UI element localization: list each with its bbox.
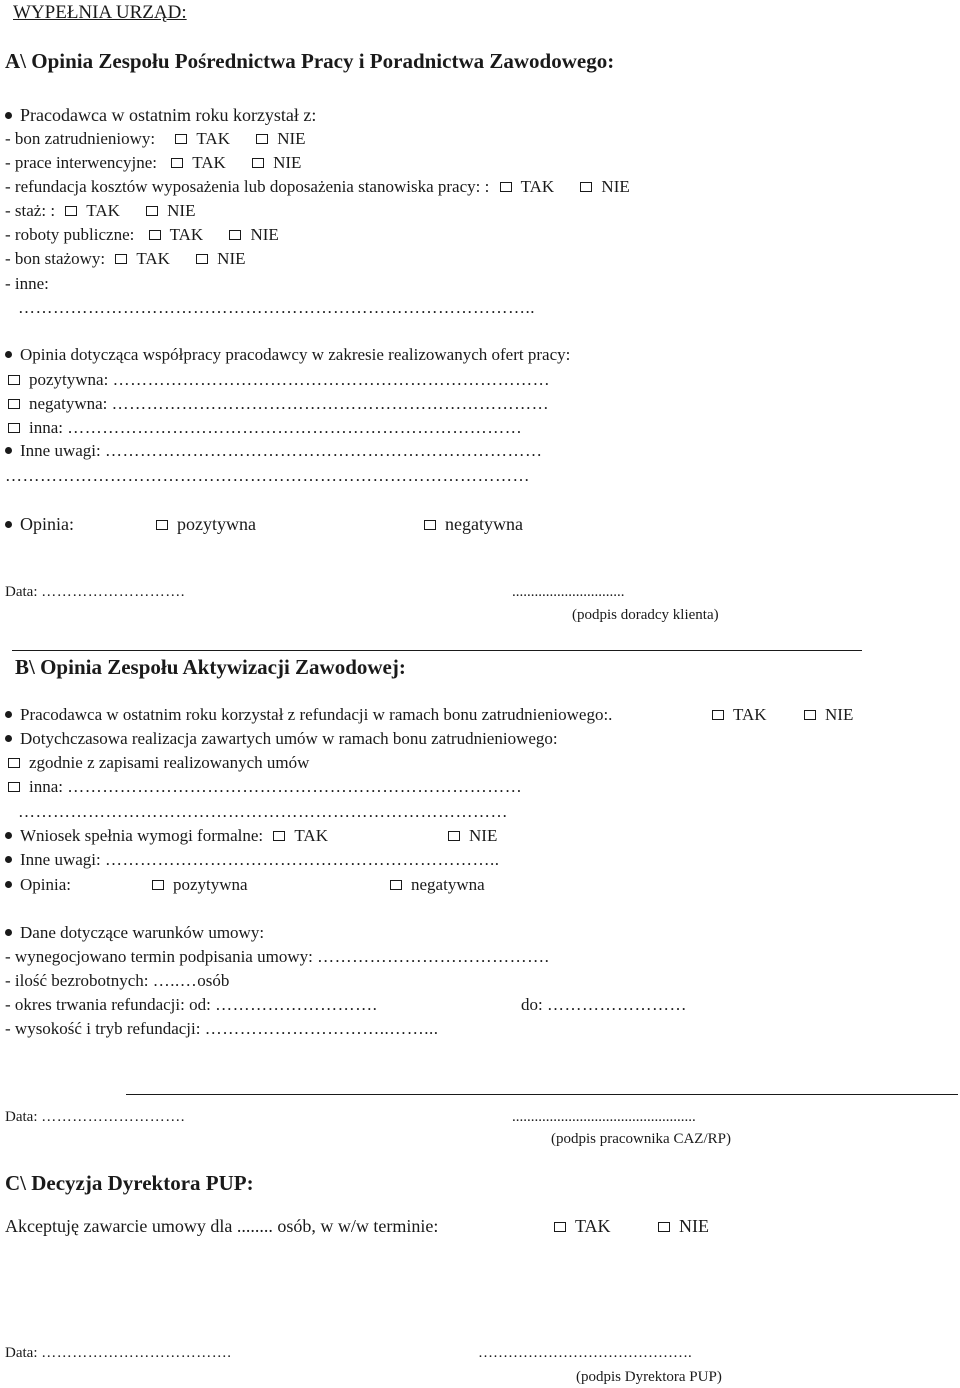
section-a-intro: Pracodawca w ostatnim roku korzystał z: <box>5 105 316 126</box>
negotiated-date: - wynegocjowano termin podpisania umowy: …………………………………. <box>5 947 550 966</box>
checkbox-negatywna[interactable] <box>424 520 436 530</box>
director-yes: TAK <box>548 1216 611 1237</box>
item-inne-dots[interactable]: …………………………………………………………………………….. <box>18 298 535 317</box>
contract-conditions: Dane dotyczące warunków umowy: <box>5 923 264 943</box>
section-c-signature-dots[interactable]: ……………………………………. <box>478 1345 692 1361</box>
checkbox-pozytywna[interactable] <box>8 375 20 385</box>
section-b-opinion-positive: pozytywna <box>146 875 248 895</box>
item-bon-zatrudnieniowy: - bon zatrudnieniowy: TAK NIE <box>5 129 306 148</box>
checkbox-nie[interactable] <box>658 1222 670 1232</box>
bullet-icon <box>5 881 12 888</box>
bullet-icon <box>5 447 12 454</box>
item-staz: - staż: : TAK NIE <box>5 201 196 220</box>
period-to-dots[interactable]: …………………… <box>546 995 687 1014</box>
negotiated-dots[interactable]: …………………………………. <box>317 947 550 966</box>
item-inne-label: - inne: <box>5 274 49 293</box>
checkbox-tak[interactable] <box>171 158 183 168</box>
checkbox-nie[interactable] <box>448 831 460 841</box>
director-no: NIE <box>652 1216 709 1237</box>
section-c-title: C\ Decyzja Dyrektora PUP: <box>5 1171 254 1195</box>
remarks: Inne uwagi: ………………………………………………………………… <box>5 441 542 461</box>
cooperation-other: inna: …………………………………………………………………… <box>8 418 522 438</box>
director-acceptance: Akceptuję zawarcie umowy dla ........ osób, w w/w terminie: <box>5 1216 439 1236</box>
item-bon-stazowy: - bon stażowy: TAK NIE <box>5 249 246 268</box>
checkbox-tak[interactable] <box>554 1222 566 1232</box>
section-b-remarks: Inne uwagi: ………………………………………………………….. <box>5 850 499 870</box>
remarks-dots[interactable]: ………………………………………………………………… <box>104 441 543 460</box>
formal-requirements: Wniosek spełnia wymogi formalne: TAK <box>5 826 328 846</box>
checkbox-nie[interactable] <box>252 158 264 168</box>
cooperation-opinion-label: Opinia dotycząca współpracy pracodawcy w zakresie realizowanych ofert pracy: <box>5 345 570 365</box>
realization-other: inna: …………………………………………………………………… <box>8 777 522 797</box>
section-c-signature-caption: (podpis Dyrektora PUP) <box>576 1369 722 1385</box>
checkbox-tak[interactable] <box>149 230 161 240</box>
checkbox-nie[interactable] <box>804 710 816 720</box>
refund-amount: - wysokość i tryb refundacji: …………………………..……... <box>5 1019 439 1038</box>
section-a-signature-caption: (podpis doradcy klienta) <box>572 607 719 623</box>
checkbox-inna[interactable] <box>8 423 20 433</box>
refund-period-to: do: …………………… <box>521 995 687 1014</box>
realization-other-dots-2[interactable]: ………………………………………………………………………… <box>18 802 508 821</box>
refund-no: NIE <box>798 705 853 725</box>
section-c-date: Data: ………………………………. <box>5 1345 232 1361</box>
other2-dots[interactable]: …………………………………………………………………… <box>67 418 523 437</box>
cooperation-negative: negatywna: ………………………………………………………………… <box>8 394 549 414</box>
checkbox-negatywna[interactable] <box>8 399 20 409</box>
section-a-opinion: Opinia: <box>5 514 74 535</box>
section-b-opinion: Opinia: <box>5 875 71 895</box>
unemployed-count: - ilość bezrobotnych: …..…osób <box>5 971 230 990</box>
checkbox-tak[interactable] <box>65 206 77 216</box>
date-dots[interactable]: ………………………………. <box>41 1345 232 1361</box>
date-dots[interactable]: ………………………. <box>41 1109 185 1125</box>
negative-dots[interactable]: ………………………………………………………………… <box>111 394 550 413</box>
checkbox-inna[interactable] <box>8 782 20 792</box>
checkbox-nie[interactable] <box>580 182 592 192</box>
refund-question: Pracodawca w ostatnim roku korzystał z refundacji w ramach bonu zatrudnieniowego:. <box>5 705 612 725</box>
bullet-icon <box>5 929 12 936</box>
checkbox-nie[interactable] <box>256 134 268 144</box>
checkbox-tak[interactable] <box>712 710 724 720</box>
checkbox-tak[interactable] <box>175 134 187 144</box>
opinion-negative: negatywna <box>418 514 523 535</box>
item-roboty-publiczne: - roboty publiczne: TAK NIE <box>5 225 279 244</box>
refund-yes: TAK <box>706 705 767 725</box>
section-b-signature-dots[interactable]: ................................................. <box>512 1109 696 1125</box>
checkbox-nie[interactable] <box>229 230 241 240</box>
period-from-dots[interactable]: ………………………. <box>215 995 378 1014</box>
checkbox-pozytywna[interactable] <box>156 520 168 530</box>
section-a-title: A\ Opinia Zespołu Pośrednictwa Pracy i Poradnictwa Zawodowego: <box>5 49 615 73</box>
item-prace-interwencyjne: - prace interwencyjne: TAK NIE <box>5 153 302 172</box>
cooperation-positive: pozytywna: ………………………………………………………………… <box>8 370 550 390</box>
checkbox-zgodnie[interactable] <box>8 758 20 768</box>
bullet-icon <box>5 735 12 742</box>
checkbox-negatywna[interactable] <box>390 880 402 890</box>
checkbox-pozytywna[interactable] <box>152 880 164 890</box>
office-fill-label: WYPEŁNIA URZĄD: <box>13 2 187 23</box>
realization-label: Dotychczasowa realizacja zawartych umów w ramach bonu zatrudnieniowego: <box>5 729 558 749</box>
refund-period: - okres trwania refundacji: od: ………………………. <box>5 995 378 1014</box>
section-b-opinion-negative: negatywna <box>384 875 485 895</box>
section-b-title: B\ Opinia Zespołu Aktywizacji Zawodowej: <box>15 655 406 679</box>
section-a-signature-dots[interactable]: .............................. <box>512 584 625 600</box>
section-b-signature-caption: (podpis pracownika CAZ/RP) <box>551 1131 731 1147</box>
bullet-icon <box>5 711 12 718</box>
bullet-icon <box>5 521 12 528</box>
bullet-icon <box>5 832 12 839</box>
divider-line <box>12 650 862 651</box>
date-dots[interactable]: ………………………. <box>41 584 185 600</box>
other-dots[interactable]: …………………………………………………………………… <box>67 777 523 796</box>
formal-no: NIE <box>442 826 497 846</box>
remarks-dots-2[interactable]: ……………………………………………………………………………… <box>5 466 530 485</box>
opinion-positive: pozytywna <box>150 514 256 535</box>
bullet-icon <box>5 856 12 863</box>
accept-dots[interactable]: ........ <box>236 1216 273 1236</box>
bullet-icon <box>5 112 12 119</box>
section-a-date: Data: ………………………. <box>5 584 185 600</box>
checkbox-tak[interactable] <box>500 182 512 192</box>
checkbox-tak[interactable] <box>273 831 285 841</box>
item-refundacja-kosztow: - refundacja kosztów wyposażenia lub doposażenia stanowiska pracy: : TAK NIE <box>5 177 630 196</box>
amount-dots[interactable]: …………………………..……... <box>204 1019 439 1038</box>
unemployed-dots[interactable]: …..… <box>152 971 198 990</box>
remarks-dots[interactable]: ………………………………………………………….. <box>104 850 500 869</box>
positive-dots[interactable]: ………………………………………………………………… <box>112 370 551 389</box>
checkbox-nie[interactable] <box>146 206 158 216</box>
signature-line <box>126 1094 958 1095</box>
realization-consistent: zgodnie z zapisami realizowanych umów <box>8 753 309 773</box>
bullet-icon <box>5 351 12 358</box>
section-b-date: Data: ………………………. <box>5 1109 185 1125</box>
checkbox-nie[interactable] <box>196 254 208 264</box>
checkbox-tak[interactable] <box>115 254 127 264</box>
